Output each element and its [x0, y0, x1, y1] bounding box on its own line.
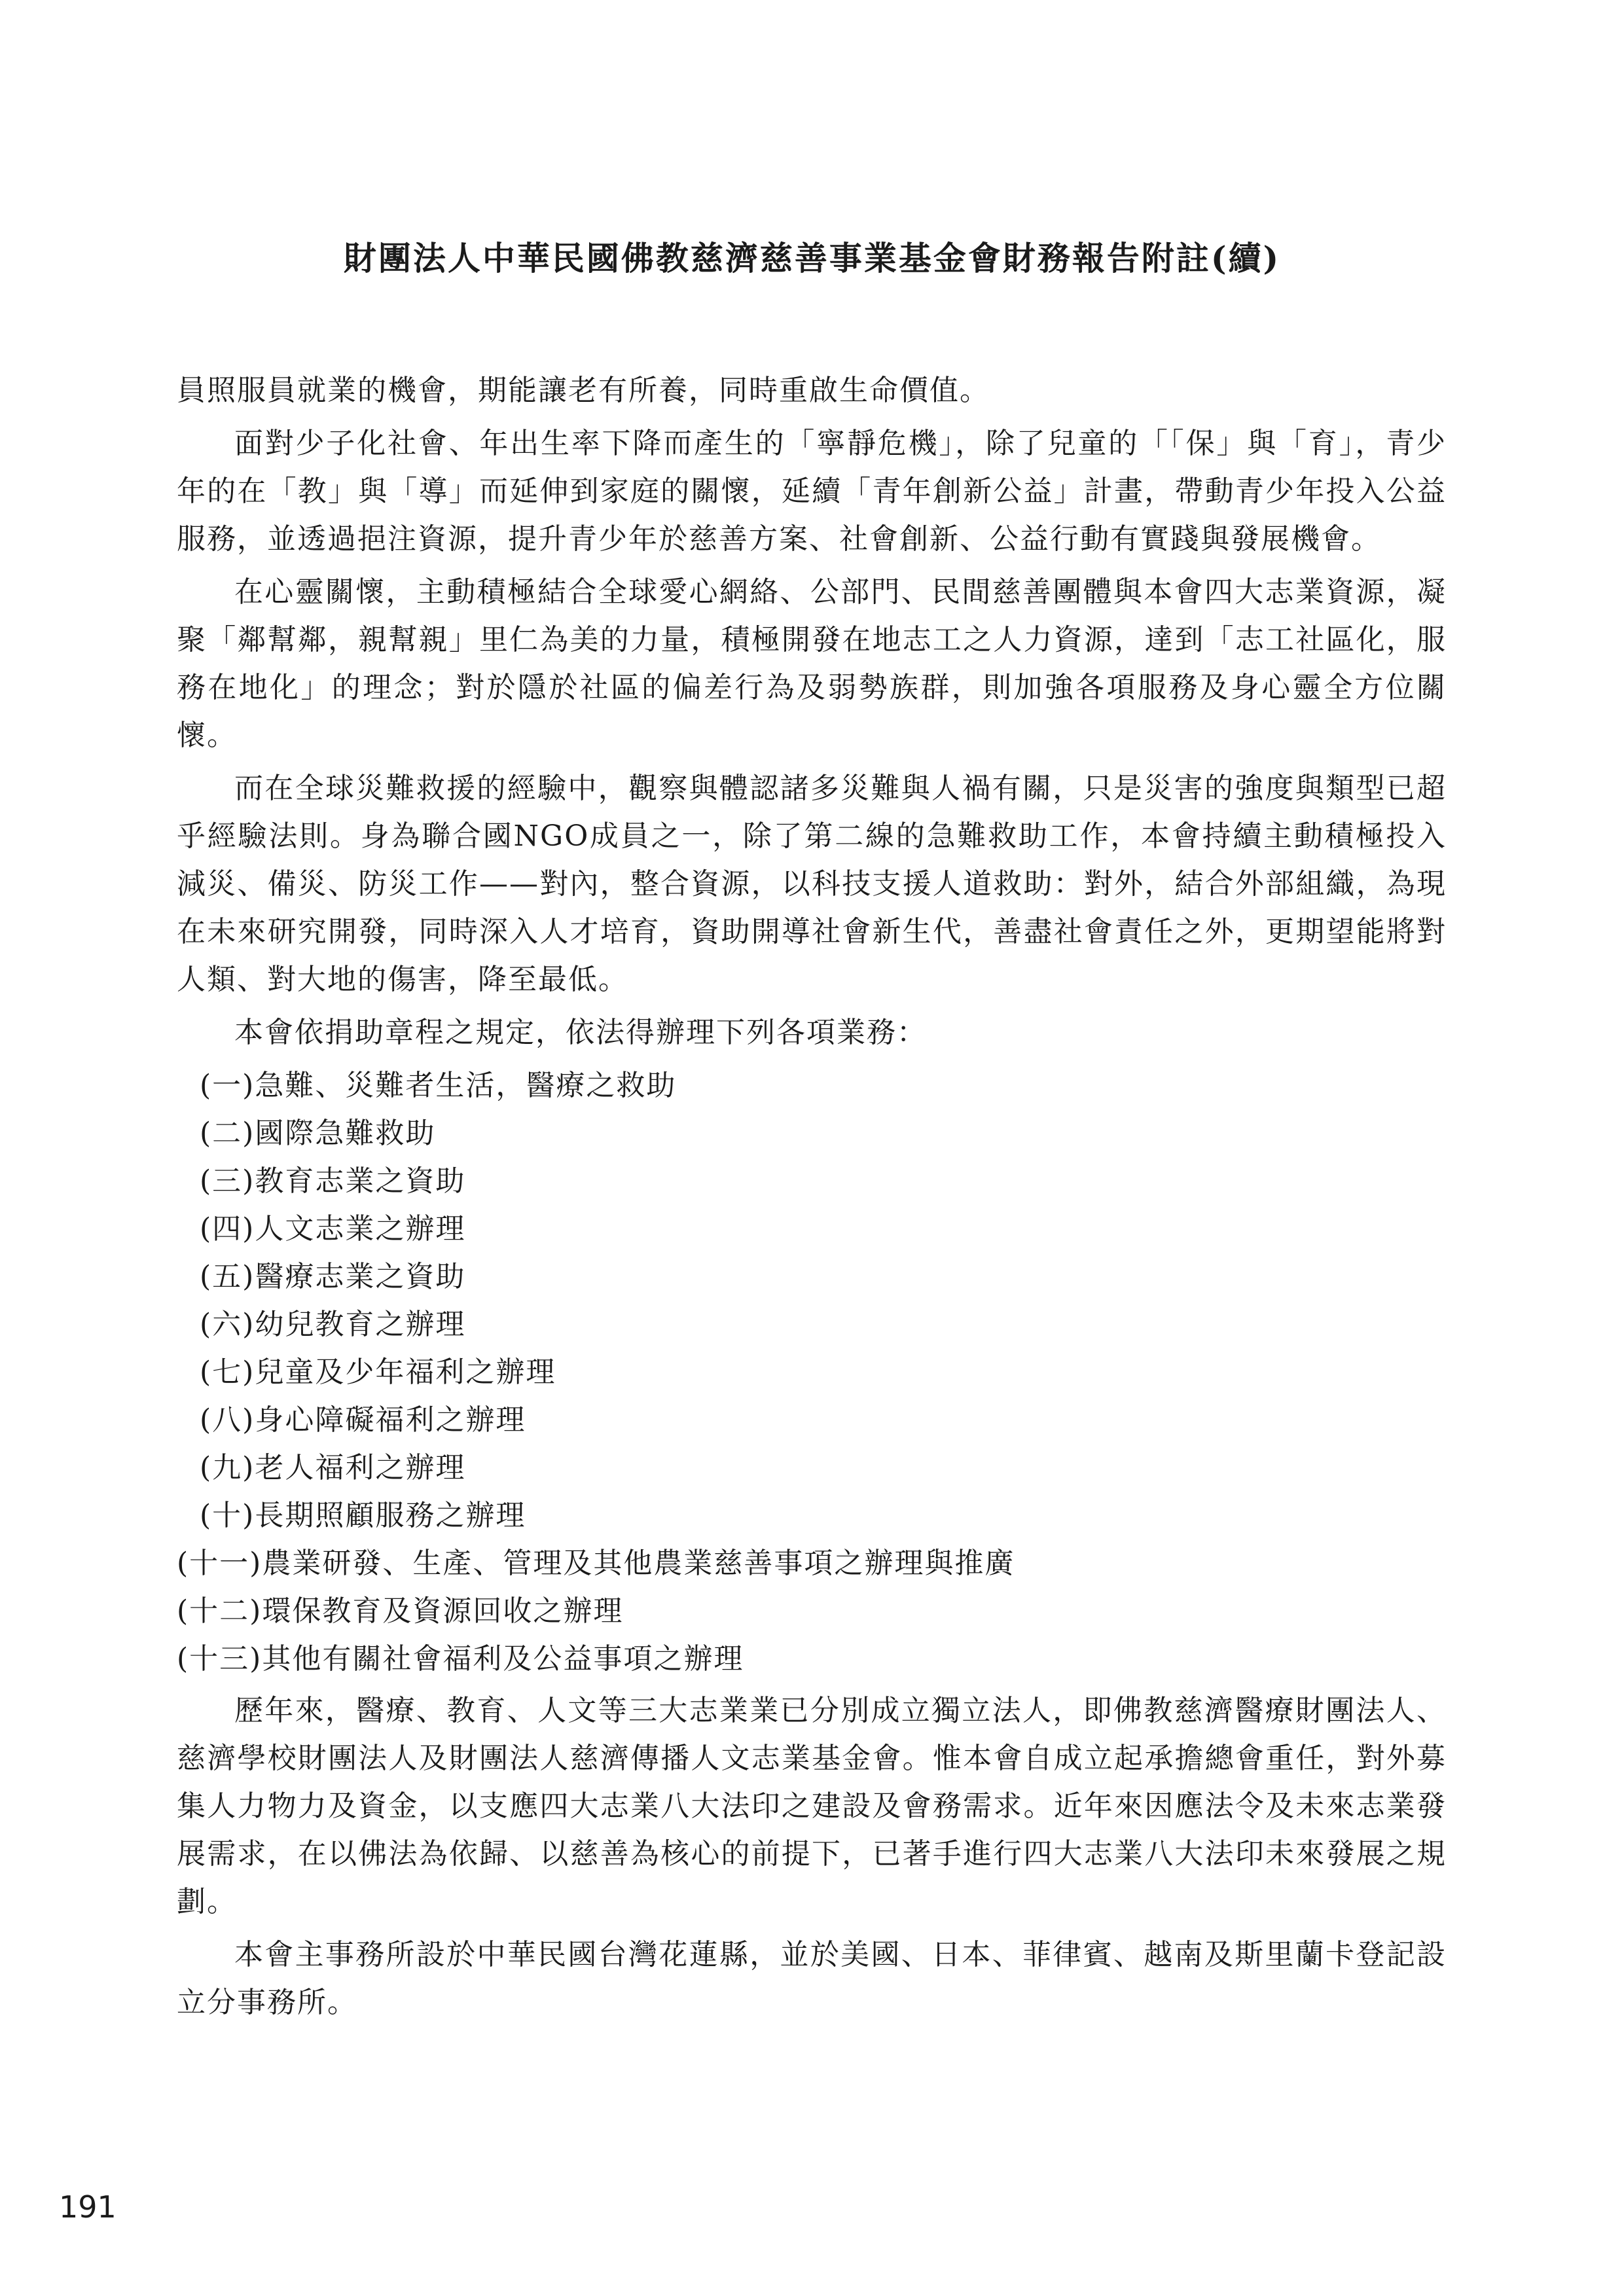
document-body — [177, 367, 1447, 2032]
list-item: (一)急難、災難者生活，醫療之救助 — [200, 1069, 677, 1102]
paragraph: 而在全球災難救援的經驗中，觀察與體認諸多災難與人禍有關，只是災害的強度與類型已超乎經驗法則。身為聯合國NGO成員之一，除了第二線的急難救助工作，本會持續主動積極投入減災、備災、防災工作——對內，整合資源，以科技支援人道救助：對外，結合外部組織，為現在未來研究開發，同時深入人才培育，資助開導社會新生代，善盡社會責任之外，更期望能將對人類、對大地的傷害，降至最低。 — [177, 772, 1447, 996]
list-item: (三)教育志業之資助 — [200, 1164, 466, 1198]
paragraphs-top — [177, 367, 1447, 1056]
paragraph: 員照服員就業的機會，期能讓老有所養，同時重啟生命價值。 — [177, 374, 990, 407]
page-number: 191 — [59, 2189, 117, 2225]
list-item: (五)醫療志業之資助 — [200, 1260, 466, 1293]
paragraph: 在心靈關懷，主動積極結合全球愛心網絡、公部門、民間慈善團體與本會四大志業資源，凝聚「鄰幫鄰，親幫親」里仁為美的力量，積極開發在地志工之人力資源，達到「志工社區化，服務在地化」的理念；對於隱於社區的偏差行為及弱勢族群，則加強各項服務及身心靈全方位關懷。 — [177, 575, 1447, 752]
list-item: (十三)其他有關社會福利及公益事項之辦理 — [177, 1642, 744, 1676]
paragraph: 歷年來，醫療、教育、人文等三大志業業已分別成立獨立法人，即佛教慈濟醫療財團法人、慈濟學校財團法人及財團法人慈濟傳播人文志業基金會。惟本會自成立起承擔總會重任，對外募集人力物力及資金，以支應四大志業八大法印之建設及會務需求。近年來因應法令及未來志業發展需求，在以佛法為依歸、以慈善為核心的前提下，已著手進行四大志業八大法印未來發展之規劃。 — [177, 1694, 1447, 1918]
list-item: (二)國際急難救助 — [200, 1117, 436, 1150]
paragraph: 面對少子化社會、年出生率下降而產生的「寧靜危機」，除了兒童的「「保」與「育」，青少年的在「教」與「導」而延伸到家庭的關懷，延續「青年創新公益」計畫，帶動青少年投入公益服務，並透過挹注資源，提升青少年於慈善方案、社會創新、公益行動有實踐與發展機會。 — [177, 427, 1447, 556]
paragraph: 本會主事務所設於中華民國台灣花蓮縣，並於美國、日本、菲律賓、越南及斯里蘭卡登記設立分事務所。 — [177, 1938, 1447, 2019]
list-item: (十)長期照顧服務之辦理 — [200, 1499, 526, 1532]
list-item: (九)老人福利之辦理 — [200, 1451, 466, 1484]
paragraphs-bottom — [177, 1687, 1447, 2026]
list-item: (十一)農業研發、生產、管理及其他農業慈善事項之辦理與推廣 — [177, 1547, 1015, 1580]
list-item: (八)身心障礙福利之辦理 — [200, 1403, 526, 1437]
list-item: (六)幼兒教育之辦理 — [200, 1308, 466, 1341]
business-items-list — [177, 1062, 1447, 1683]
list-item: (七)兒童及少年福利之辦理 — [200, 1355, 556, 1389]
paragraph: 本會依捐助章程之規定，依法得辦理下列各項業務： — [234, 1016, 927, 1049]
list-item: (十二)環保教育及資源回收之辦理 — [177, 1594, 624, 1628]
list-item: (四)人文志業之辦理 — [200, 1212, 466, 1246]
page-title: 財團法人中華民國佛教慈濟慈善事業基金會財務報告附註(續) — [343, 239, 1281, 278]
